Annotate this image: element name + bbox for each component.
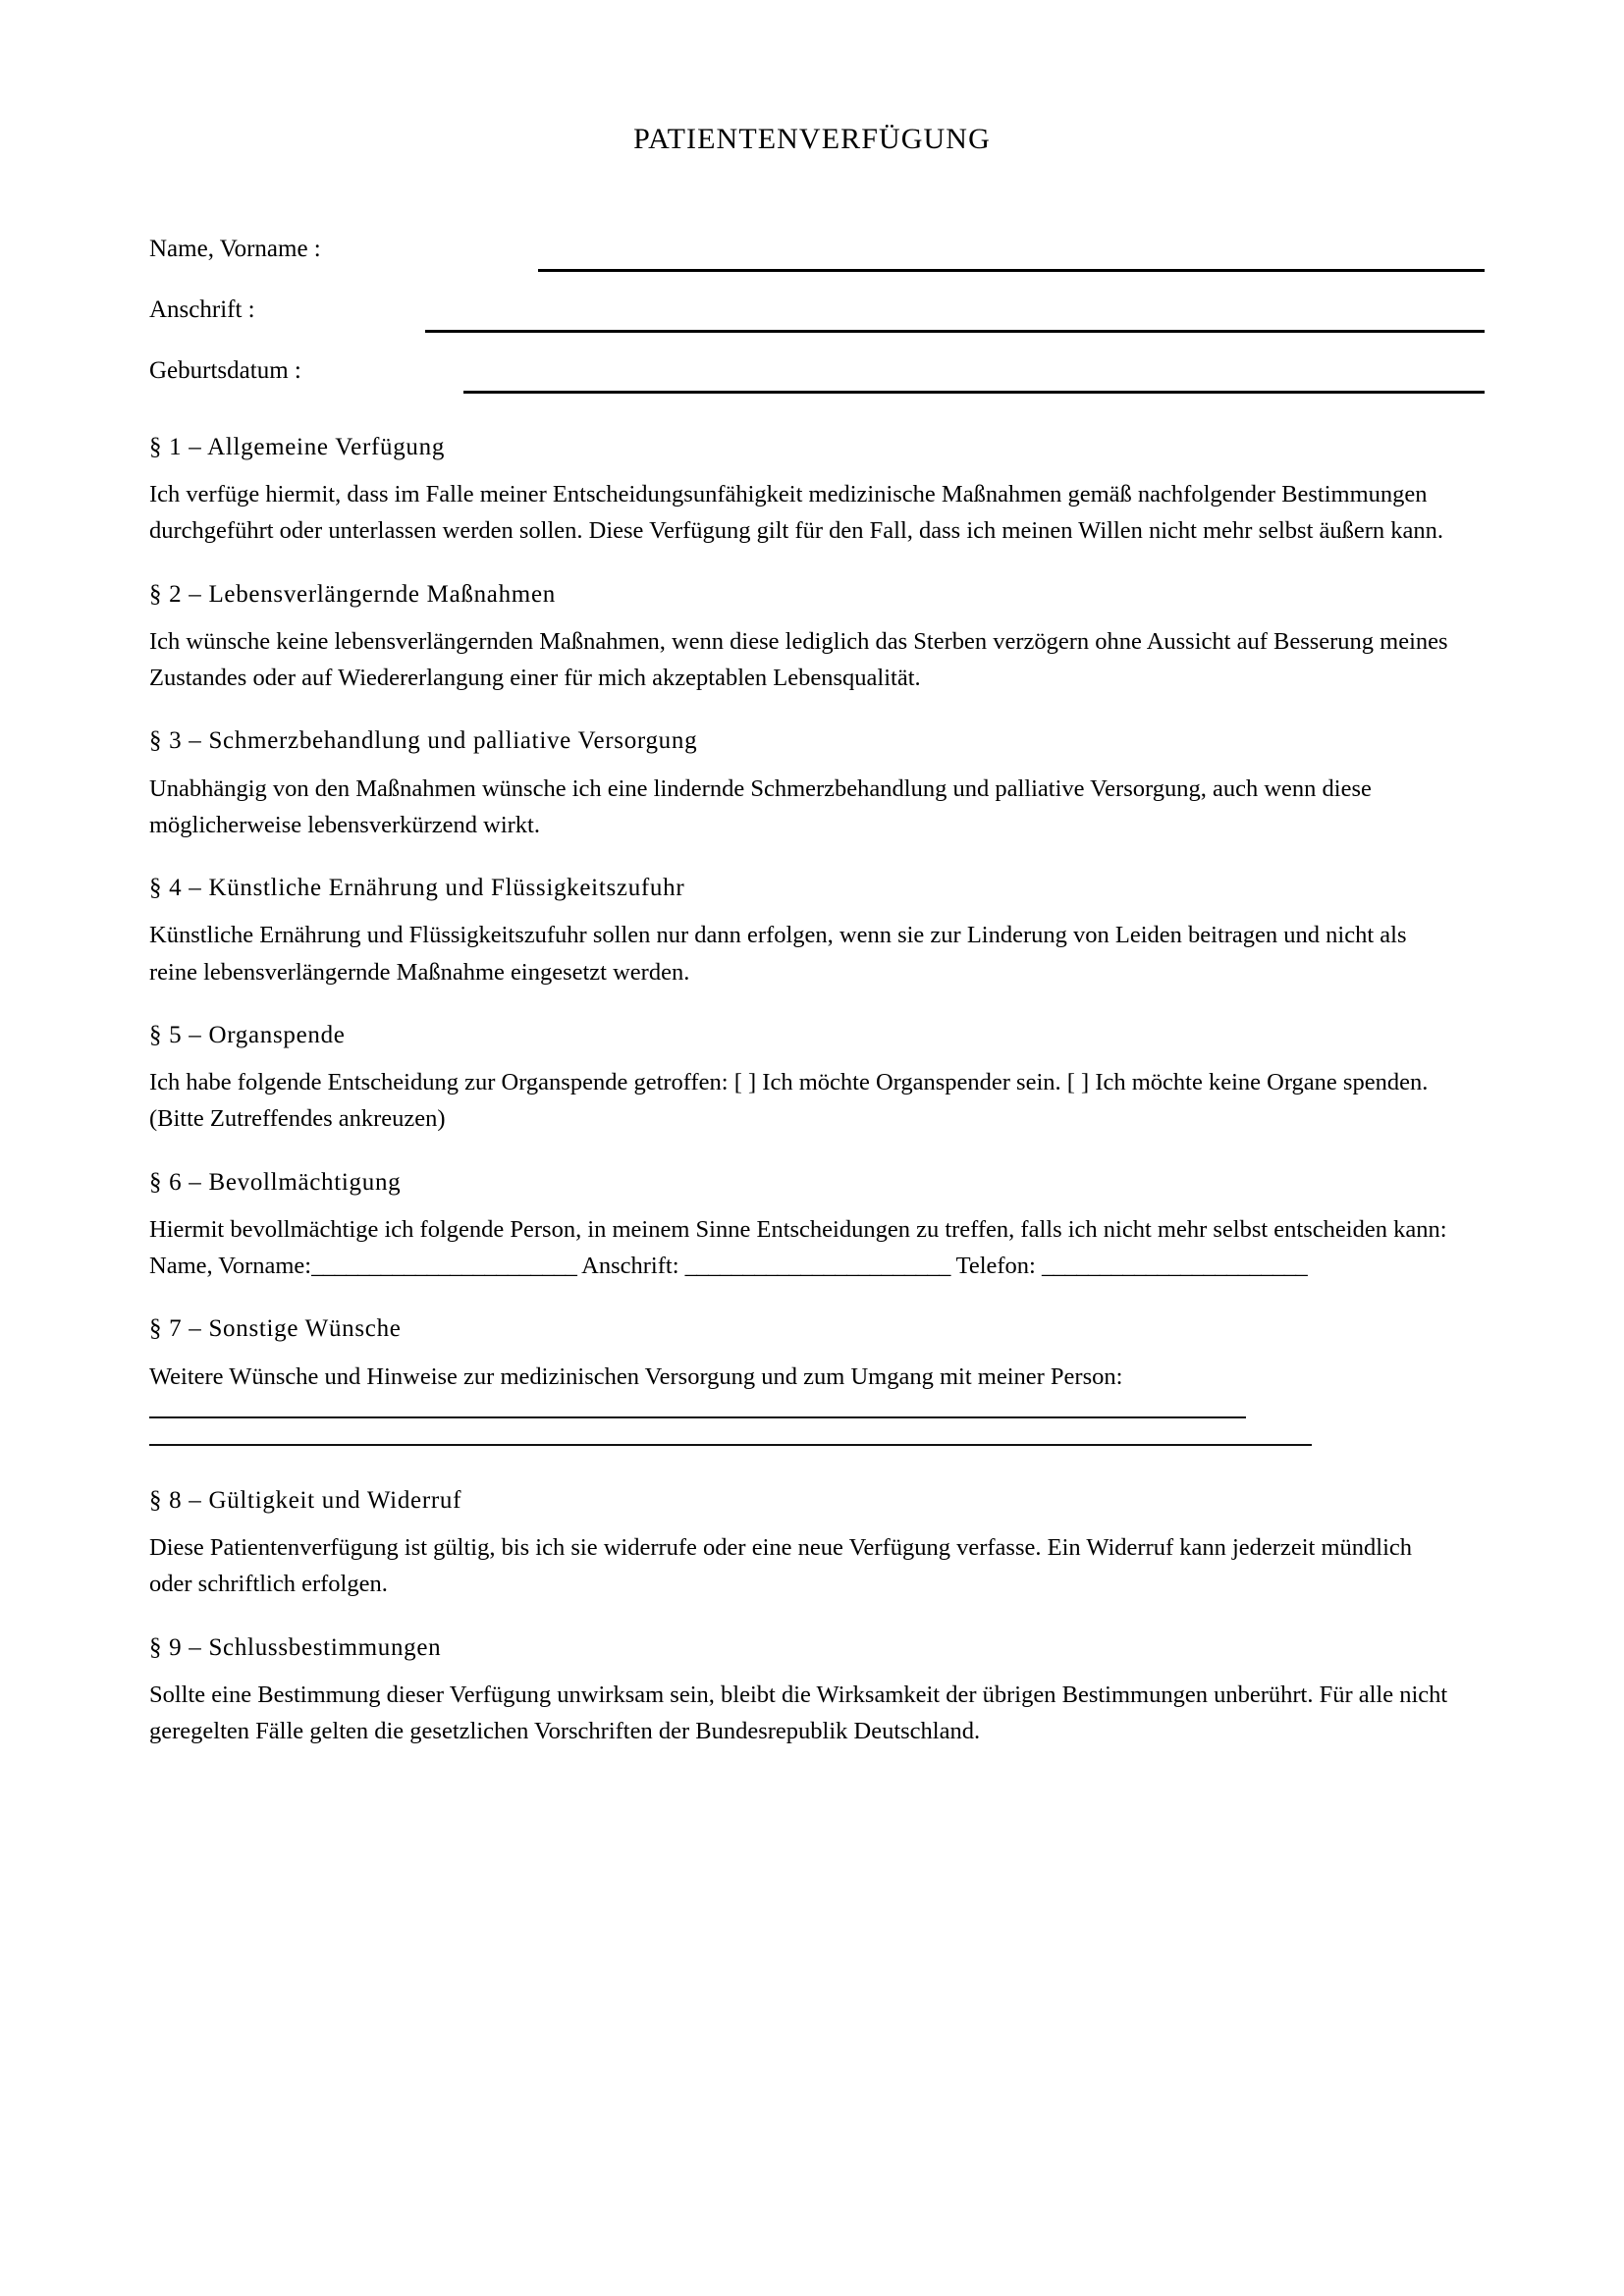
field-rule-anschrift[interactable] <box>425 330 1485 333</box>
section-7-heading: § 7 – Sonstige Wünsche <box>149 1315 402 1343</box>
section-8 <box>149 1485 1455 1603</box>
field-label-anschrift: Anschrift : <box>149 296 255 323</box>
section-5 <box>149 1020 1455 1138</box>
section-5-body: Ich habe folgende Entscheidung zur Organspende getroffen: [ ] Ich möchte Organspender sein. [ ] Ich möchte keine Organe spenden. (Bitte Zutreffendes ankreuzen) <box>149 1069 1429 1133</box>
section-1-heading: § 1 – Allgemeine Verfügung <box>149 434 446 460</box>
section-4 <box>149 873 1455 990</box>
section-3 <box>149 725 1455 843</box>
section-2 <box>149 579 1455 697</box>
section-4-body: Künstliche Ernährung und Flüssigkeitszufuhr sollen nur dann erfolgen, wenn sie zur Linderung von Leiden beitragen und nicht als reine lebensverlängernde Maßnahme eingesetzt werden. <box>149 922 1407 986</box>
section-3-heading: § 3 – Schmerzbehandlung und palliative Versorgung <box>149 727 698 755</box>
field-rule-geburtsdatum[interactable] <box>463 391 1485 394</box>
page-title: PATIENTENVERFÜGUNG <box>633 123 991 155</box>
field-label-geburtsdatum: Geburtsdatum : <box>149 357 301 384</box>
section-2-body: Ich wünsche keine lebensverlängernden Maßnahmen, wenn diese lediglich das Sterben verzögern ohne Aussicht auf Besserung meines Zustandes oder auf Wiedererlangung einer für mich akzeptablen Lebensqualität. <box>149 627 1448 692</box>
section-9-body: Sollte eine Bestimmung dieser Verfügung unwirksam sein, bleibt die Wirksamkeit der übrigen Bestimmungen unberührt. Für alle nicht geregelten Fälle gelten die gesetzlichen Vorschriften der Bundesrepublik Deutschland. <box>149 1681 1448 1744</box>
header-fields-block <box>149 228 1485 410</box>
section-6-heading: § 6 – Bevollmächtigung <box>149 1168 402 1196</box>
section-3-body: Unabhängig von den Maßnahmen wünsche ich eine lindernde Schmerzbehandlung und palliative Versorgung, auch wenn diese möglicherweise lebensverkürzend wirkt. <box>149 774 1372 838</box>
sonstige-wuensche-line-2[interactable] <box>149 1444 1312 1446</box>
bevollmaechtigte-name-blank[interactable]: _______________________ <box>311 1253 577 1280</box>
section-9 <box>149 1632 1455 1750</box>
field-row-geburtsdatum <box>149 349 1485 410</box>
section-1-body: Ich verfüge hiermit, dass im Falle meiner Entscheidungsunfähigkeit medizinische Maßnahmen gemäß nachfolgender Bestimmungen durchgeführt oder unterlassen werden sollen. Diese Verfügung gilt für den Fall, dass ich meinen Willen nicht mehr selbst äußern kann. <box>149 481 1444 545</box>
section-1 <box>149 432 1455 550</box>
section-8-body: Diese Patientenverfügung ist gültig, bis ich sie widerrufe oder eine neue Verfügung verfasse. Ein Widerruf kann jederzeit mündlich oder schriftlich erfolgen. <box>149 1534 1412 1598</box>
section-6-intro-text: Hiermit bevollmächtige ich folgende Person, in meinem Sinne Entscheidungen zu treffen, falls ich nicht mehr selbst entscheiden kann: Name, Vorname: <box>149 1215 1447 1280</box>
section-6 <box>149 1167 1455 1285</box>
section-7 <box>149 1313 1455 1445</box>
sonstige-wuensche-line-1[interactable] <box>149 1416 1246 1418</box>
bevollmaechtigte-anschrift-blank[interactable]: _______________________ <box>684 1253 950 1280</box>
section-4-heading: § 4 – Künstliche Ernährung und Flüssigkeitszufuhr <box>149 875 685 902</box>
sections-container <box>149 432 1455 1779</box>
field-row-name <box>149 228 1485 289</box>
bevollmaechtigte-anschrift-label: Anschrift: <box>581 1253 679 1280</box>
field-label-name: Name, Vorname : <box>149 236 321 262</box>
bevollmaechtigte-telefon-label: Telefon: <box>955 1253 1036 1280</box>
section-2-heading: § 2 – Lebensverlängernde Maßnahmen <box>149 580 556 608</box>
bevollmaechtigte-telefon-blank[interactable]: _______________________ <box>1041 1253 1308 1280</box>
section-8-heading: § 8 – Gültigkeit und Widerruf <box>149 1486 462 1514</box>
field-row-anschrift <box>149 289 1485 349</box>
field-rule-name[interactable] <box>538 269 1485 272</box>
section-7-body: Weitere Wünsche und Hinweise zur medizinischen Versorgung und zum Umgang mit meiner Person: <box>149 1362 1123 1390</box>
section-6-body <box>149 1211 1455 1284</box>
section-9-heading: § 9 – Schlussbestimmungen <box>149 1633 442 1661</box>
section-5-heading: § 5 – Organspende <box>149 1021 346 1048</box>
